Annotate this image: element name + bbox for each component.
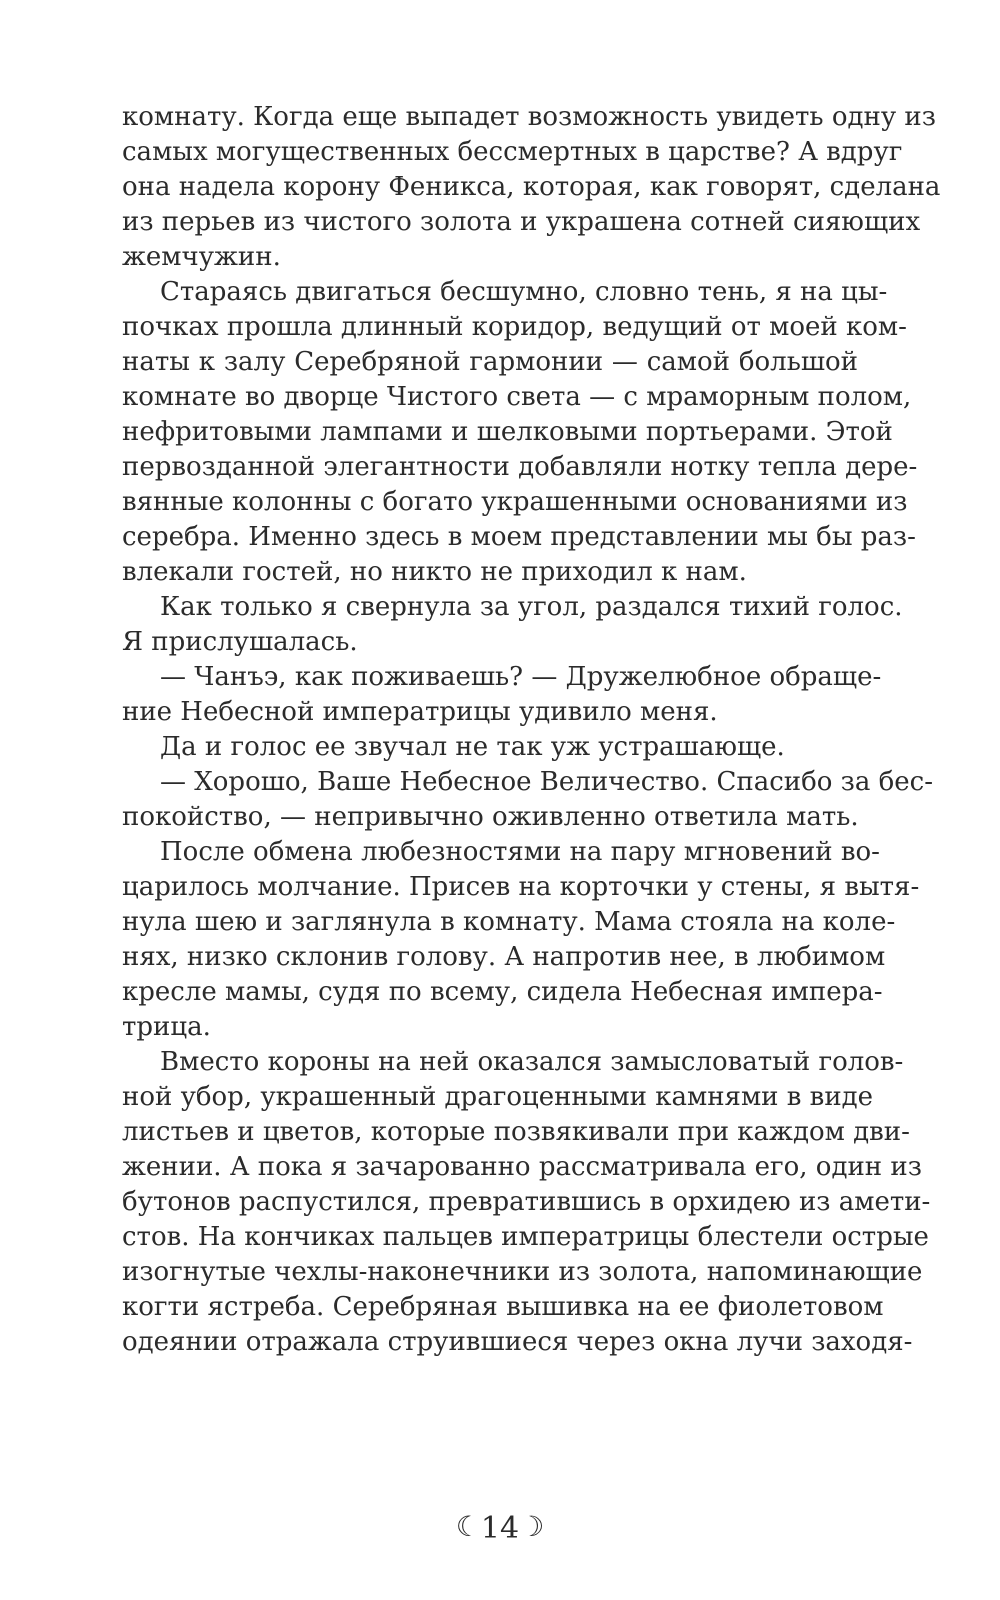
text-line: жении. А пока я зачарованно рассматривала его, один из	[122, 1152, 922, 1182]
text-line: жемчужин.	[122, 242, 281, 272]
text-line: комнату. Когда еще выпадет возможность увидеть одну из	[122, 102, 936, 132]
text-line: нула шею и заглянула в комнату. Мама стояла на коле-	[122, 907, 896, 937]
text-line: наты к залу Серебряной гармонии — самой большой	[122, 347, 858, 377]
text-line: комнате во дворце Чистого света — с мраморным полом,	[122, 382, 912, 412]
text-line: Вместо короны на ней оказался замысловатый голов-	[160, 1047, 904, 1077]
text-line: влекали гостей, но никто не приходил к нам.	[122, 557, 747, 587]
text-line: она надела корону Феникса, которая, как говорят, сделана	[122, 172, 941, 202]
text-line: покойство, — непривычно оживленно ответила мать.	[122, 802, 859, 832]
text-line: стов. На кончиках пальцев императрицы блестели острые	[122, 1222, 929, 1252]
text-line: Стараясь двигаться бесшумно, словно тень, я на цы-	[160, 277, 888, 307]
text-line: вянные колонны с богато украшенными основаниями из	[122, 487, 908, 517]
text-line: почках прошла длинный коридор, ведущий от моей ком-	[122, 312, 907, 342]
text-line: листьев и цветов, которые позвякивали при каждом дви-	[122, 1117, 910, 1147]
text-line: — Хорошо, Ваше Небесное Величество. Спасибо за бес-	[160, 767, 934, 797]
text-line: самых могущественных бессмертных в царстве? А вдруг	[122, 137, 903, 167]
text-line: ной убор, украшенный драгоценными камнями в виде	[122, 1082, 874, 1112]
text-line: первозданной элегантности добавляли нотку тепла дере-	[122, 452, 918, 482]
text-line: серебра. Именно здесь в моем представлении мы бы раз-	[122, 522, 916, 552]
crescent-moon-left-icon: ☾	[455, 1510, 481, 1543]
body-text	[122, 100, 941, 1360]
page-number: 14	[480, 1511, 520, 1546]
text-line: После обмена любезностями на пару мгновений во-	[160, 837, 880, 867]
text-line: бутонов распустился, превратившись в орхидею из амети-	[122, 1187, 931, 1217]
text-line: нях, низко склонив голову. А напротив нее, в любимом	[122, 942, 886, 972]
crescent-moon-right-icon: ☽	[519, 1510, 545, 1543]
text-line: Да и голос ее звучал не так уж устрашающе.	[160, 732, 785, 762]
text-line: ние Небесной императрицы удивило меня.	[122, 697, 718, 727]
text-line: трица.	[122, 1012, 211, 1042]
text-line: когти ястреба. Серебряная вышивка на ее фиолетовом	[122, 1292, 884, 1322]
text-line: кресле мамы, судя по всему, сидела Небесная импера-	[122, 977, 883, 1007]
text-line: Как только я свернула за угол, раздался тихий голос.	[160, 592, 903, 622]
text-line: нефритовыми лампами и шелковыми портьерами. Этой	[122, 417, 893, 447]
text-line: царилось молчание. Присев на корточки у стены, я вытя-	[122, 872, 920, 902]
text-line: одеянии отражала струившиеся через окна лучи заходя-	[122, 1327, 913, 1357]
text-line: — Чанъэ, как поживаешь? — Дружелюбное обраще-	[160, 662, 882, 692]
text-line: изогнутые чехлы-наконечники из золота, напоминающие	[122, 1257, 923, 1287]
text-line: из перьев из чистого золота и украшена сотней сияющих	[122, 207, 921, 237]
page-footer	[0, 1510, 1000, 1546]
text-line: Я прислушалась.	[122, 627, 358, 657]
